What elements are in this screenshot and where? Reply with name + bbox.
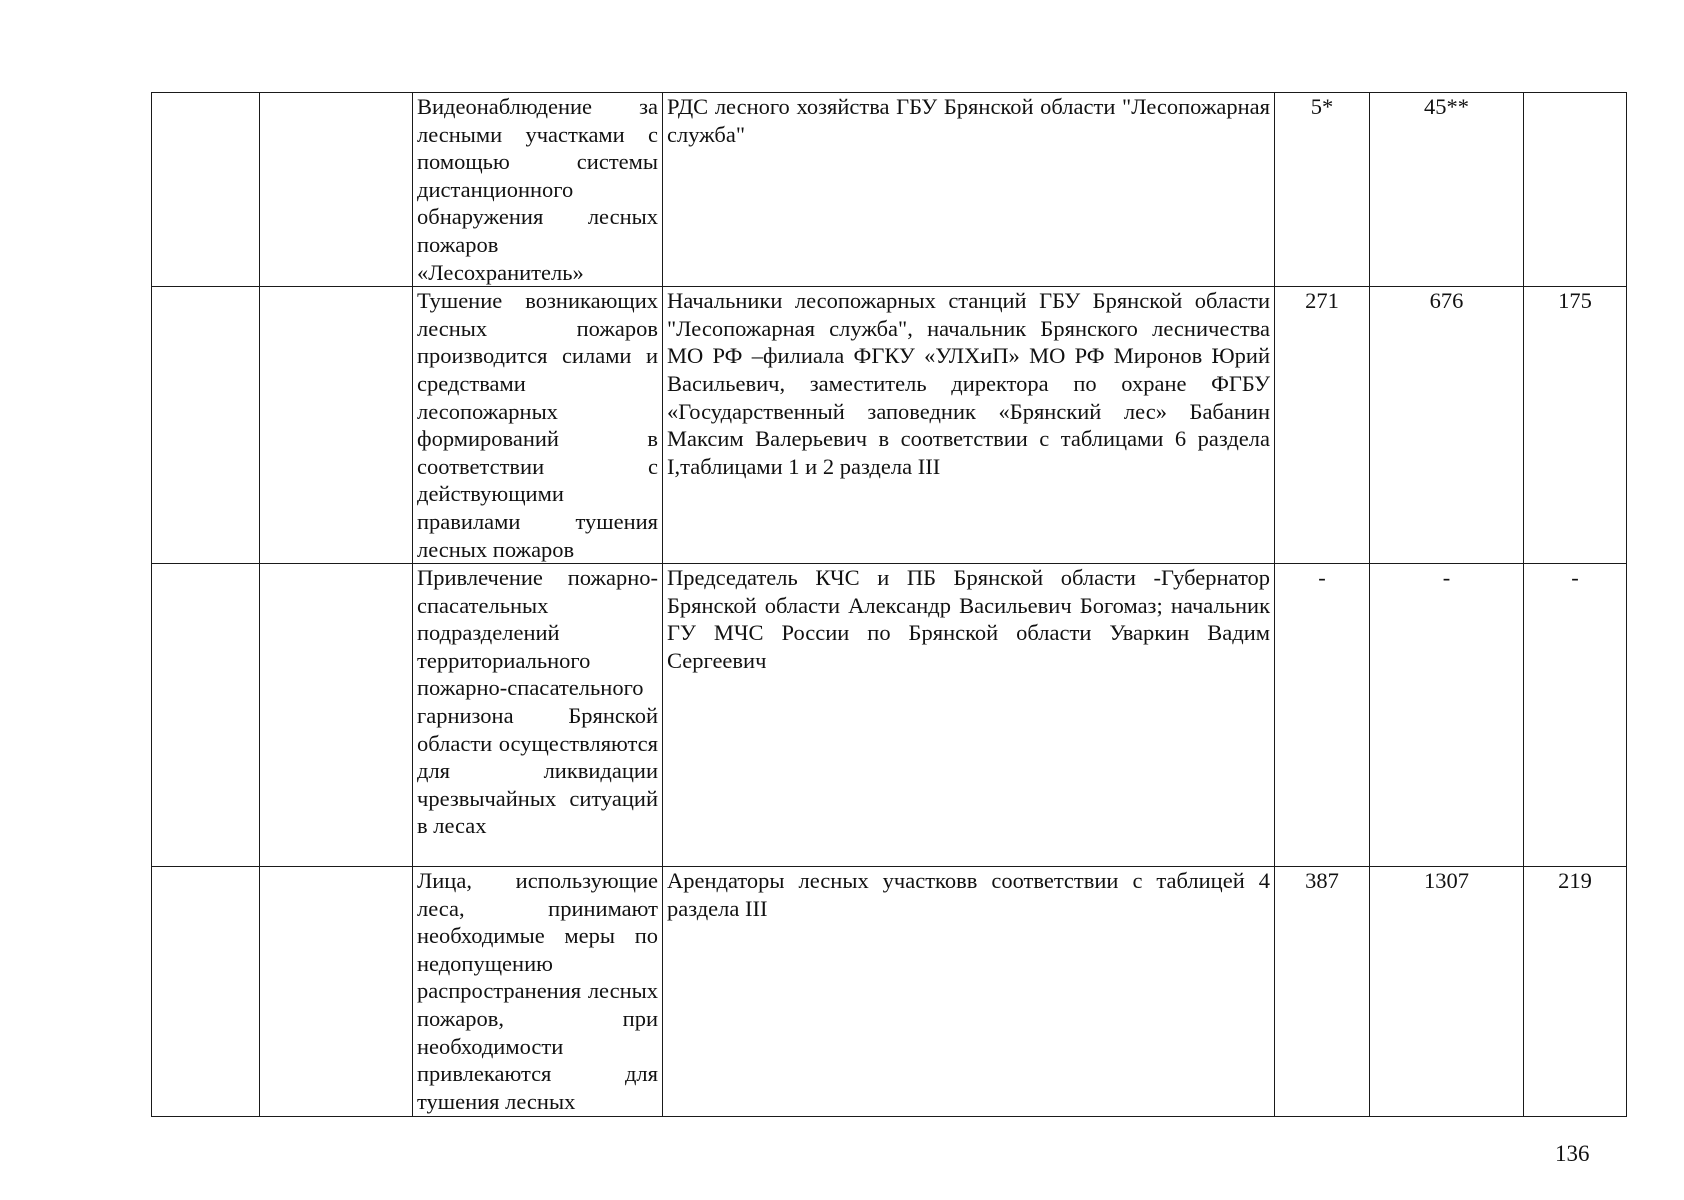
table-row	[152, 564, 1627, 867]
activity-cell: Привлечение пожарно-спасательных подразделений территориального пожарно-спасательного гарнизона Брянской области осуществляются для ликвидации чрезвычайных ситуаций в лесах	[413, 564, 663, 867]
table-row	[152, 93, 1627, 287]
value-cell-b: 1307	[1370, 867, 1524, 1117]
value-cell-c: -	[1524, 564, 1627, 867]
empty-cell	[152, 867, 260, 1117]
empty-cell	[152, 93, 260, 287]
page-number: 136	[1555, 1141, 1590, 1166]
activity-cell: Видеонаблюдение за лесными участками с помощью системы дистанционного обнаружения лесных пожаров «Лесохранитель»	[413, 93, 663, 287]
responsible-cell: РДС лесного хозяйства ГБУ Брянской области "Лесопожарная служба"	[663, 93, 1275, 287]
responsible-cell: Начальники лесопожарных станций ГБУ Брянской области "Лесопожарная служба", начальник Брянского лесничества МО РФ –филиала ФГКУ «УЛХиП» МО РФ Миронов Юрий Васильевич, заместитель директора по охране ФГБУ «Государственный заповедник «Брянский лес» Бабанин Максим Валерьевич в соответствии с таблицами 6 раздела I,таблицами 1 и 2 раздела III	[663, 287, 1275, 564]
value-cell-a: 387	[1275, 867, 1370, 1117]
value-cell-b: 676	[1370, 287, 1524, 564]
value-cell-b: 45**	[1370, 93, 1524, 287]
empty-cell	[152, 287, 260, 564]
empty-cell	[260, 287, 413, 564]
value-cell-c	[1524, 93, 1627, 287]
value-cell-b: -	[1370, 564, 1524, 867]
empty-cell	[260, 867, 413, 1117]
empty-cell	[152, 564, 260, 867]
value-cell-a: 271	[1275, 287, 1370, 564]
value-cell-a: 5*	[1275, 93, 1370, 287]
value-cell-c: 219	[1524, 867, 1627, 1117]
value-cell-c: 175	[1524, 287, 1627, 564]
table-row	[152, 867, 1627, 1117]
activity-cell: Тушение возникающих лесных пожаров производится силами и средствами лесопожарных формирований в соответствии с действующими правилами тушения лесных пожаров	[413, 287, 663, 564]
responsible-cell: Председатель КЧС и ПБ Брянской области -Губернатор Брянской области Александр Васильевич Богомаз; начальник ГУ МЧС России по Брянской области Уваркин Вадим Сергеевич	[663, 564, 1275, 867]
activity-cell: Лица, использующие леса, принимают необходимые меры по недопущению распространения лесных пожаров, при необходимости привлекаются для тушения лесных	[413, 867, 663, 1117]
empty-cell	[260, 93, 413, 287]
value-cell-a: -	[1275, 564, 1370, 867]
table-row	[152, 287, 1627, 564]
empty-cell	[260, 564, 413, 867]
document-table	[151, 92, 1627, 1117]
responsible-cell: Арендаторы лесных участковв соответствии с таблицей 4 раздела III	[663, 867, 1275, 1117]
